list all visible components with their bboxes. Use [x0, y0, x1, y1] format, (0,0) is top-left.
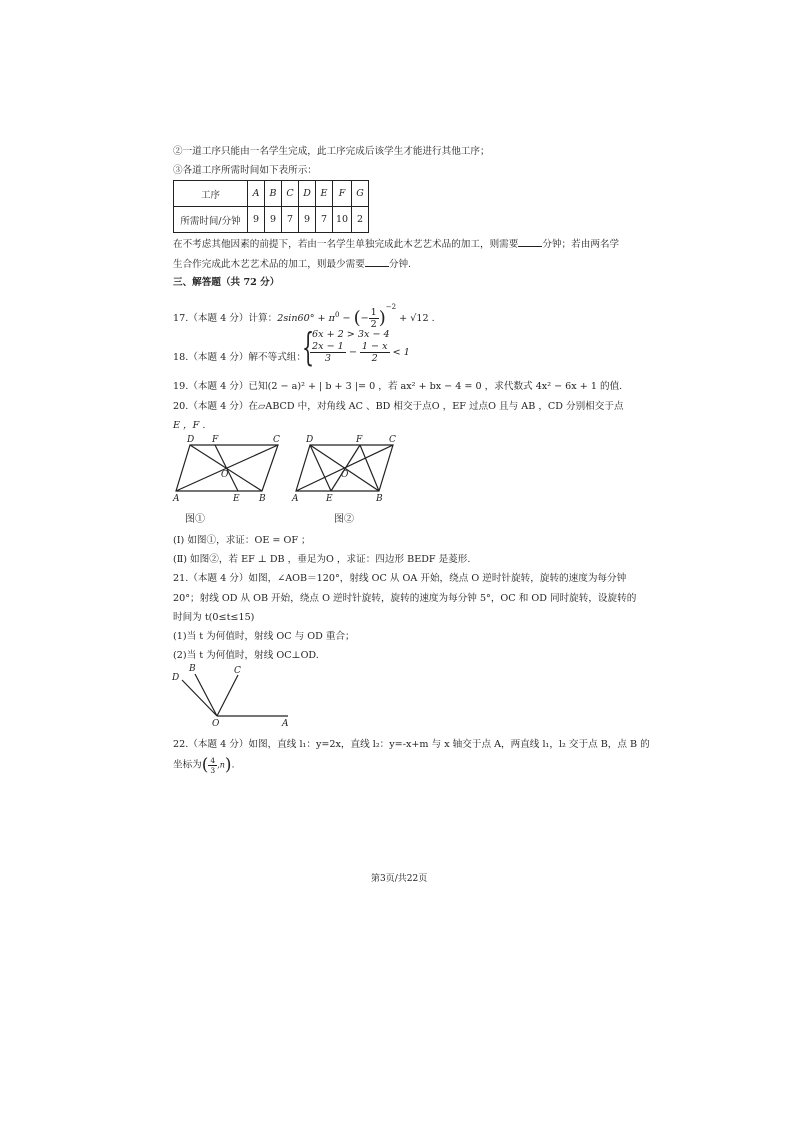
angle-labels	[171, 664, 289, 729]
q17-power-zero: 0	[334, 310, 340, 319]
process-time-table	[173, 180, 369, 233]
table-header-time: 所需时间/分钟	[174, 207, 248, 233]
segment-ef	[331, 445, 360, 491]
label-d: D	[172, 673, 180, 683]
intro-line-3: ③各道工序所需时间如下表所示：	[173, 165, 317, 176]
ray-oc	[217, 675, 238, 716]
table-cell: 9	[248, 207, 265, 233]
segment-ef	[215, 445, 238, 491]
ray-ob	[195, 674, 217, 716]
q16-text-a: 在不考虑其他因素的前提下，若由一名学生单独完成此木艺艺术品的加工，则需要	[173, 239, 519, 250]
label-f: F	[212, 435, 219, 445]
table-cell: 2	[352, 207, 369, 233]
q21-line-2: 20°；射线 OD 从 OB 开始，绕点 O 逆时针旋转，旋转的速度为每分钟 5°，OC 和 OD 同时旋转，设旋转的	[173, 593, 637, 604]
table-header-process: 工序	[174, 181, 248, 207]
q21-line-3: 时间为 t(0≤t≤15)	[173, 612, 255, 623]
page-number: 第3页/共22页	[371, 874, 428, 884]
q22-frac-den: 3	[210, 765, 216, 775]
q17-paren-open: (	[353, 307, 361, 329]
parallelogram-figure-1	[176, 445, 278, 491]
label-b: B	[189, 664, 196, 674]
label-o: O	[221, 470, 229, 480]
q18-frac2-num: 1 − x	[361, 341, 388, 352]
q16-text-d: 分钟.	[388, 259, 412, 270]
q16-text-c: 生合作完成此木艺艺术品的加工，则最少需要	[173, 259, 365, 270]
label-e: E	[233, 494, 240, 504]
q21-line-1: 21.（本题 4 分）如图，∠AOB＝120°，射线 OC 从 OA 开始，绕点 O 逆时针旋转，旋转的速度为每分钟	[173, 573, 627, 584]
label-o: O	[212, 719, 220, 729]
q18-brace: {	[302, 325, 315, 369]
q16-line-1	[173, 236, 619, 250]
label-c: C	[389, 435, 396, 445]
q18-inequality-1: 6x + 2 > 3x − 4	[312, 329, 390, 340]
q18-frac1-den: 3	[324, 353, 331, 364]
q16-line-2	[173, 256, 411, 270]
table-cell: 7	[282, 207, 299, 233]
q18-prefix: 18.（本题 4 分）解不等式组：	[173, 352, 306, 363]
section-title: 三、解答题（共 72 分）	[173, 277, 280, 288]
table-cell: 10	[333, 207, 352, 233]
q18-frac2-den: 2	[371, 353, 378, 364]
table-row	[174, 207, 369, 233]
q17-neg: −	[360, 313, 369, 324]
q19: 19.（本题 4 分）已知(2 − a)² + | b + 3 |= 0 ，若 ax² + bx − 4 = 0 ，求代数式 4x² − 6x + 1 的值.	[173, 381, 623, 392]
q21-part-1: (1)当 t 为何值时，射线 OC 与 OD 重合；	[173, 631, 355, 642]
q20-part-2: (Ⅱ) 如图②，若 EF ⊥ DB ，垂足为O ，求证：四边形 BEDF 是菱形.	[173, 554, 471, 565]
table-cell: 9	[299, 207, 316, 233]
q21-angle-figure	[170, 660, 300, 730]
q16-text-b: 分钟；若由两名学	[542, 239, 620, 250]
q17-fraction	[369, 307, 379, 330]
label-a: A	[292, 494, 299, 504]
label-c: C	[234, 666, 241, 676]
table-cell: G	[352, 181, 369, 207]
ray-od	[182, 680, 217, 716]
q22-end: .	[231, 759, 235, 771]
table-cell: E	[316, 181, 333, 207]
q18-frac-1	[310, 341, 346, 364]
q22-coord-label: 坐标为	[173, 759, 202, 771]
q22-n: ,n	[217, 760, 225, 770]
q17-end: .	[428, 313, 435, 324]
intro-line-2: ②一道工序只能由一名学生完成，此工序完成后该学生才能进行其他工序；	[173, 146, 490, 157]
label-a: A	[173, 494, 180, 504]
table-cell: F	[333, 181, 352, 207]
q17	[173, 292, 435, 330]
rays	[182, 674, 288, 716]
q17-plus: +	[396, 313, 411, 324]
q17-frac-num: 1	[370, 307, 377, 318]
table-cell: A	[248, 181, 265, 207]
q17-prefix: 17.（本题 4 分）计算：	[173, 313, 278, 324]
q17-exponent: −2	[385, 303, 397, 311]
q22-line-2	[173, 752, 235, 778]
table-cell: C	[282, 181, 299, 207]
q20-line-2: E ，F .	[173, 420, 206, 431]
q20-figures	[170, 430, 410, 530]
figure-1-caption: 图①	[185, 514, 205, 525]
q18-inequality-2	[310, 341, 410, 364]
q22-line-1: 22.（本题 4 分）如图，直线 l₁：y=2x，直线 l₂：y=-x+m 与 x 轴交于点 A，两直线 l₁，l₂ 交于点 B，点 B 的	[173, 739, 650, 750]
label-o: O	[341, 470, 349, 480]
answer-blank-2[interactable]	[365, 257, 389, 267]
q17-frac-den: 2	[370, 319, 377, 330]
q22-frac-num: 4	[210, 755, 216, 765]
q17-paren-close: )	[378, 307, 386, 329]
label-d: D	[187, 435, 195, 445]
label-d: D	[306, 435, 314, 445]
label-a: A	[282, 719, 289, 729]
q17-sqrt: √12	[410, 313, 429, 324]
q18-lt: < 1	[389, 347, 410, 358]
q17-minus: −	[339, 313, 354, 324]
q22-paren-open: (	[201, 755, 209, 775]
q20-line-1: 20.（本题 4 分）在▱ABCD 中，对角线 AC 、BD 相交于点O ，EF 过点O 且与 AB ，CD 分别相交于点	[173, 401, 624, 412]
q22-fraction	[208, 756, 217, 775]
q21-part-2: (2)当 t 为何值时，射线 OC⊥OD.	[173, 650, 319, 661]
label-b: B	[259, 494, 266, 504]
label-b: B	[376, 494, 383, 504]
label-c: C	[273, 435, 280, 445]
table-cell: 9	[265, 207, 282, 233]
q18-frac-2	[360, 341, 390, 364]
answer-blank-1[interactable]	[518, 237, 542, 247]
q22-paren-close: )	[224, 755, 232, 775]
q17-expr: 2sin60° + π	[277, 313, 335, 324]
label-f: F	[356, 435, 363, 445]
q18-frac1-num: 2x − 1	[312, 341, 344, 352]
figure-2-caption: 图②	[334, 514, 354, 525]
table-cell: B	[265, 181, 282, 207]
table-row	[174, 181, 369, 207]
label-e: E	[326, 494, 333, 504]
table-cell: 7	[316, 207, 333, 233]
q18-minus: −	[345, 347, 360, 358]
q20-part-1: (Ⅰ) 如图①，求证：OE = OF ；	[173, 535, 311, 546]
parallelogram-figure-2	[296, 445, 393, 491]
table-cell: D	[299, 181, 316, 207]
